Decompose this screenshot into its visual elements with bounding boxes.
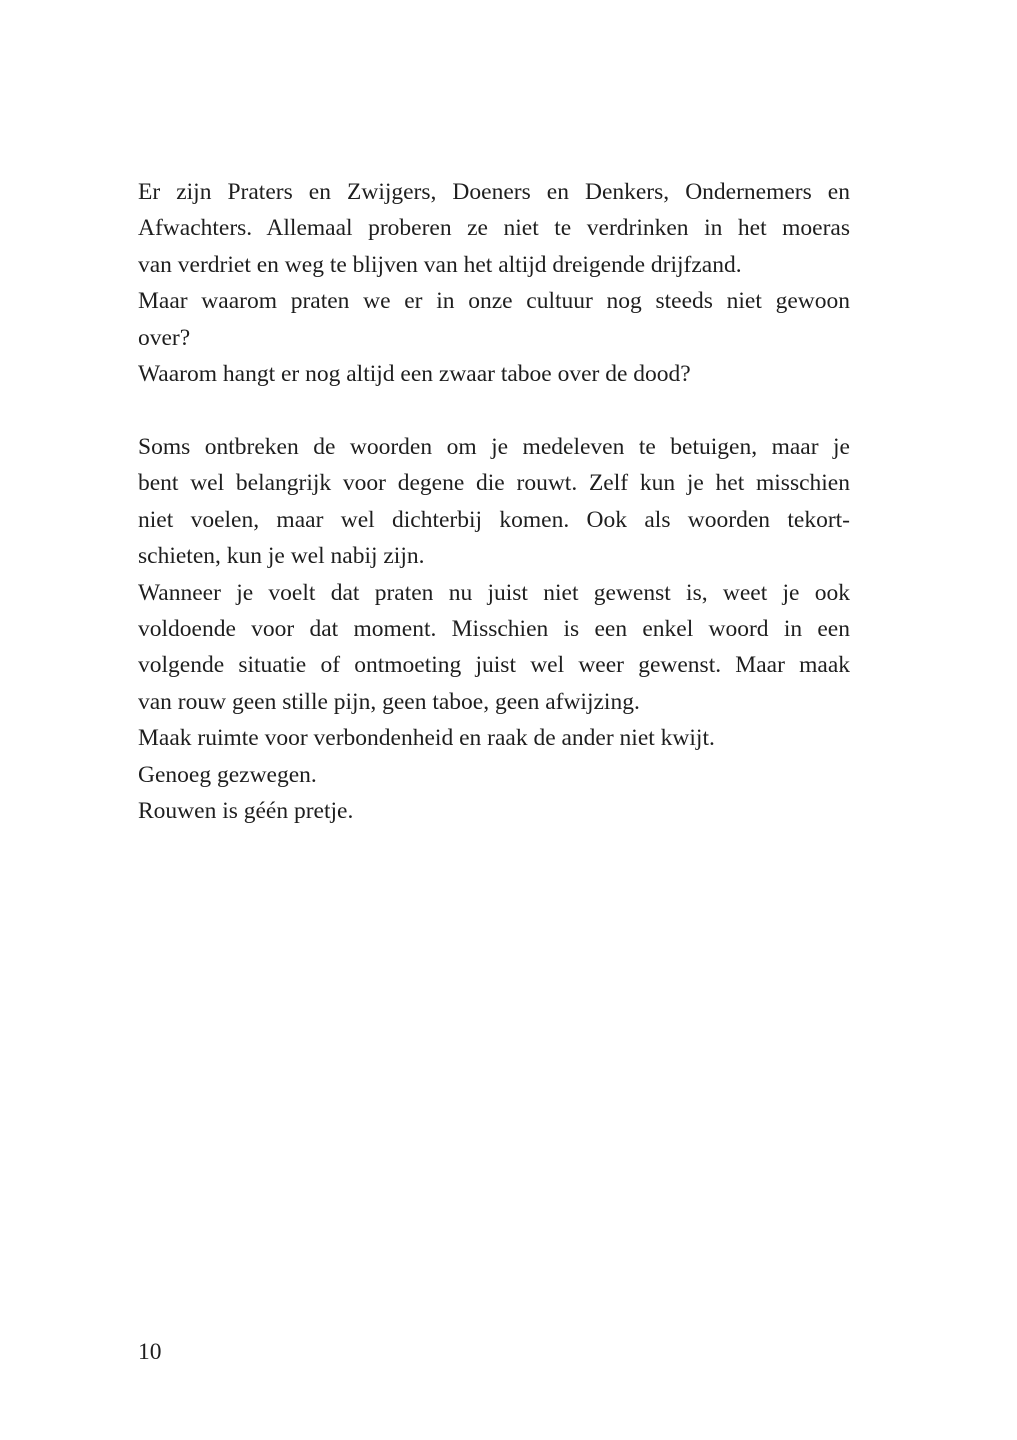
text-line: van verdriet en weg te blijven van het altijd dreigende drijfzand.	[138, 251, 742, 278]
text-line: over?	[138, 324, 191, 351]
text-line: Maak ruimte voor verbondenheid en raak de ander niet kwijt.	[138, 725, 715, 752]
text-line: Maar waarom praten we er in onze cultuur nog steeds niet gewoon	[138, 288, 850, 315]
text-line: Rouwen is géén pretje.	[138, 798, 354, 825]
text-line: Genoeg gezwegen.	[138, 761, 317, 788]
text-line: Wanneer je voelt dat praten nu juist niet gewenst is, weet je ook	[138, 579, 850, 606]
page-number: 10	[138, 1339, 162, 1365]
text-line: Waarom hangt er nog altijd een zwaar taboe over de dood?	[138, 361, 691, 388]
text-line: Afwachters. Allemaal proberen ze niet te verdrinken in het moeras	[138, 215, 850, 242]
text-line: Er zijn Praters en Zwijgers, Doeners en Denkers, Ondernemers en	[138, 179, 850, 205]
text-line: bent wel belangrijk voor degene die rouwt. Zelf kun je het misschien	[138, 470, 850, 497]
paragraph-2	[138, 429, 850, 829]
text-line: voldoende voor dat moment. Misschien is een enkel woord in een	[138, 616, 850, 643]
text-line: van rouw geen stille pijn, geen taboe, geen afwijzing.	[138, 688, 640, 715]
text-line: niet voelen, maar wel dichterbij komen. Ook als woorden tekort-	[138, 506, 850, 533]
text-line: volgende situatie of ontmoeting juist wel weer gewenst. Maar maak	[138, 652, 850, 679]
paragraph-1	[138, 174, 850, 392]
text-line: schieten, kun je wel nabij zijn.	[138, 543, 425, 570]
text-line: Soms ontbreken de woorden om je medeleven te betuigen, maar je	[138, 434, 850, 460]
